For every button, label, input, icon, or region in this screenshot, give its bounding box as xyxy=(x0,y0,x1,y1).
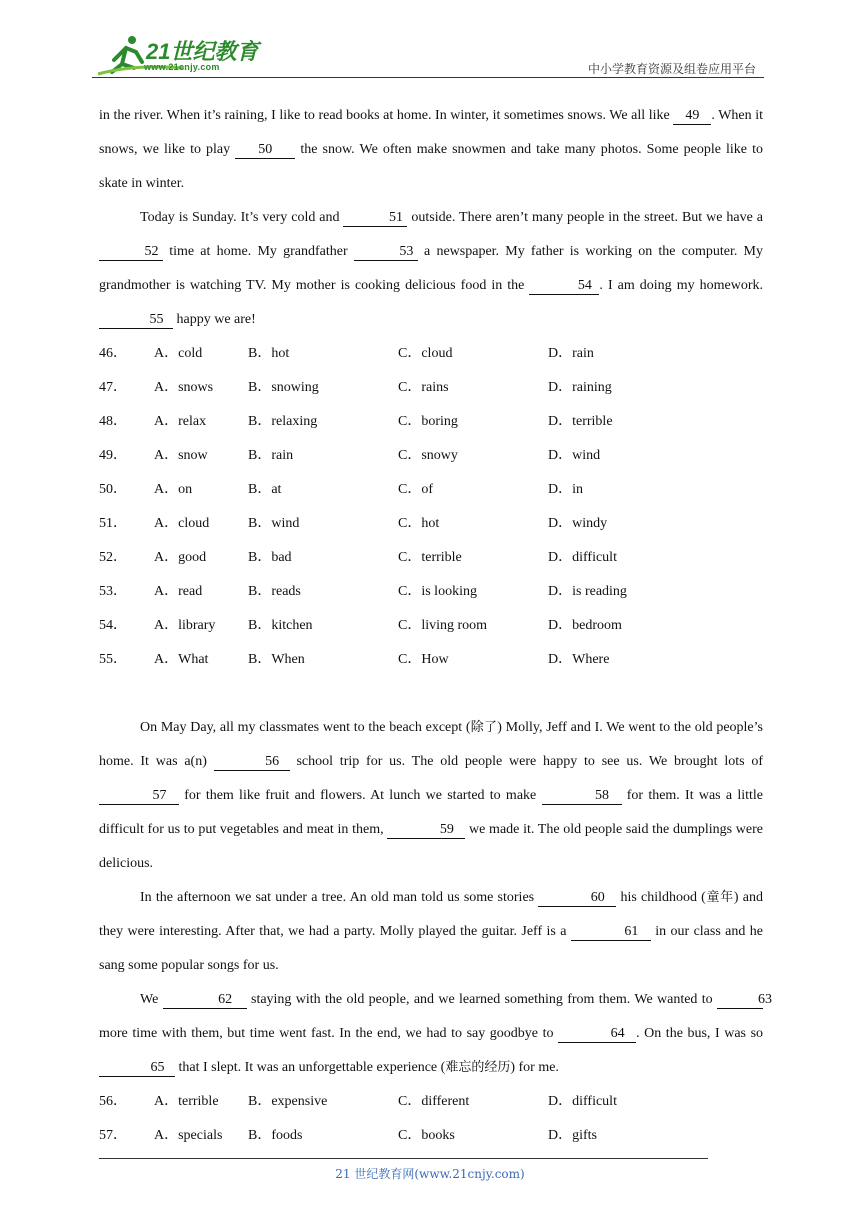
option-d: D．difficult xyxy=(548,1094,617,1109)
option-a: A．on xyxy=(154,482,193,497)
option-b: B．relaxing xyxy=(248,414,318,429)
option-d: D．raining xyxy=(548,380,612,395)
option-c: C．How xyxy=(398,652,449,667)
question-number: 46． xyxy=(99,346,127,361)
blank-60: 60 xyxy=(538,889,616,907)
text: We xyxy=(140,992,163,1007)
chinese-gloss: 童年 xyxy=(705,890,734,905)
question-row xyxy=(99,507,763,541)
text: time at home. My grandfather xyxy=(163,244,354,259)
text: happy we are! xyxy=(173,312,256,327)
text: ) for me. xyxy=(510,1060,559,1075)
blank-57: 57 xyxy=(99,787,179,805)
text: ) and they were interesting. After that, we had a party. Molly played the guitar. Jeff is a xyxy=(99,890,763,939)
option-b: B．at xyxy=(248,482,282,497)
option-a: A．good xyxy=(154,550,207,565)
option-d: D．terrible xyxy=(548,414,613,429)
option-a: A．terrible xyxy=(154,1094,219,1109)
text: his childhood ( xyxy=(616,890,706,905)
option-c: C．boring xyxy=(398,414,458,429)
option-c: C．hot xyxy=(398,516,440,531)
text: ) Molly, Jeff and I. We went to the old people’s home. It was a(n) xyxy=(99,720,763,769)
option-a: A．relax xyxy=(154,414,207,429)
blank-58: 58 xyxy=(542,787,622,805)
option-a: A．snow xyxy=(154,448,208,463)
question-number: 57． xyxy=(99,1128,127,1143)
option-b: B．snowing xyxy=(248,380,319,395)
option-d: D．is reading xyxy=(548,584,627,599)
option-a: A．cloud xyxy=(154,516,210,531)
question-number: 56． xyxy=(99,1094,127,1109)
blank-65: 65 xyxy=(99,1059,175,1077)
option-d: D．bedroom xyxy=(548,618,622,633)
blank-63: 63 xyxy=(717,991,763,1009)
option-c: C．is looking xyxy=(398,584,477,599)
text: the snow. We often make snowmen and take many photos. Some people like to skate in winter. xyxy=(99,142,763,191)
text: for them. It was a little difficult for us to put vegetables and meat in them, xyxy=(99,788,763,837)
text: In the afternoon we sat under a tree. An old man told us some stories xyxy=(140,890,539,905)
question-list-2 xyxy=(99,1085,763,1153)
blank-61: 61 xyxy=(571,923,651,941)
logo-text: 21世纪教育 xyxy=(146,39,259,64)
text: a newspaper. My father is working on the computer. My grandmother is watching TV. My mother is cooking delicious food in the xyxy=(99,244,763,293)
page-header xyxy=(0,0,860,80)
option-d: D．Where xyxy=(548,652,610,667)
option-b: B．expensive xyxy=(248,1094,328,1109)
option-b: B．bad xyxy=(248,550,292,565)
text: more time with them, but time went fast. In the end, we had to say goodbye to xyxy=(99,1026,559,1041)
question-number: 48． xyxy=(99,414,127,429)
option-c: C．of xyxy=(398,482,433,497)
passage1-paragraph-1 xyxy=(99,99,763,201)
option-c: C．rains xyxy=(398,380,449,395)
passage2-paragraph-3 xyxy=(99,983,772,1085)
question-row xyxy=(99,1119,763,1153)
option-a: A．snows xyxy=(154,380,214,395)
option-b: B．wind xyxy=(248,516,300,531)
blank-51: 51 xyxy=(343,209,407,227)
question-number: 49． xyxy=(99,448,127,463)
question-list-1 xyxy=(99,337,763,677)
option-c: C．books xyxy=(398,1128,455,1143)
option-a: A．What xyxy=(154,652,209,667)
blank-53: 53 xyxy=(354,243,418,261)
blank-62: 62 xyxy=(163,991,247,1009)
option-a: A．read xyxy=(154,584,203,599)
option-c: C．living room xyxy=(398,618,488,633)
question-row xyxy=(99,575,763,609)
text: school trip for us. The old people were happy to see us. We brought lots of xyxy=(289,754,764,769)
document-body xyxy=(99,99,772,1153)
blank-52: 52 xyxy=(99,243,163,261)
question-row xyxy=(99,643,763,677)
blank-59: 59 xyxy=(387,821,465,839)
section-gap xyxy=(99,677,763,711)
text: . When it snows, we like to play xyxy=(99,108,763,157)
option-b: B．reads xyxy=(248,584,301,599)
question-row xyxy=(99,337,763,371)
option-d: D．rain xyxy=(548,346,594,361)
option-c: C．snowy xyxy=(398,448,458,463)
question-row xyxy=(99,541,763,575)
blank-56: 56 xyxy=(214,753,290,771)
footer-divider xyxy=(99,1158,708,1159)
option-d: D．difficult xyxy=(548,550,617,565)
blank-64: 64 xyxy=(558,1025,636,1043)
option-c: C．terrible xyxy=(398,550,462,565)
option-d: D．gifts xyxy=(548,1128,597,1143)
passage2-paragraph-2 xyxy=(99,881,763,983)
passage1-paragraph-2 xyxy=(99,201,763,337)
question-row xyxy=(99,439,763,473)
passage2-paragraph-1 xyxy=(99,711,763,881)
logo-url: www.21cnjy.com xyxy=(144,62,220,72)
question-number: 55． xyxy=(99,652,127,667)
text: Today is Sunday. It’s very cold and xyxy=(140,210,344,225)
question-number: 51． xyxy=(99,516,127,531)
text: On May Day, all my classmates went to the beach except ( xyxy=(140,720,471,735)
option-b: B．foods xyxy=(248,1128,303,1143)
text: that I slept. It was an unforgettable experience ( xyxy=(175,1060,446,1075)
option-b: B．hot xyxy=(248,346,290,361)
option-b: B．When xyxy=(248,652,305,667)
option-d: D．wind xyxy=(548,448,601,463)
question-row xyxy=(99,371,763,405)
text: outside. There aren’t many people in the street. But we have a xyxy=(407,210,763,225)
option-b: B．rain xyxy=(248,448,294,463)
question-number: 53． xyxy=(99,584,127,599)
footer-text: 21 世纪教育网(www.21cnjy.com) xyxy=(335,1167,525,1181)
text: for them like fruit and flowers. At lunch we started to make xyxy=(179,788,542,803)
chinese-gloss: 除了 xyxy=(470,720,498,735)
text: staying with the old people, and we learned something from them. We wanted to xyxy=(246,992,717,1007)
question-number: 54． xyxy=(99,618,127,633)
blank-55: 55 xyxy=(99,311,173,329)
text: . On the bus, I was so xyxy=(636,1026,764,1041)
text: in the river. When it’s raining, I like to read books at home. In winter, it sometimes snows. We all like xyxy=(99,108,674,123)
blank-49: 49 xyxy=(673,107,711,125)
text: in our class and he sang some popular songs for us. xyxy=(99,924,763,973)
blank-50: 50 xyxy=(235,141,295,159)
option-a: A．library xyxy=(154,618,216,633)
blank-54: 54 xyxy=(529,277,599,295)
option-c: C．different xyxy=(398,1094,470,1109)
text: . I am doing my homework. xyxy=(599,278,763,293)
question-row xyxy=(99,1085,763,1119)
chinese-gloss: 难忘的经历 xyxy=(445,1060,511,1075)
option-d: D．windy xyxy=(548,516,608,531)
question-row xyxy=(99,609,763,643)
question-number: 50． xyxy=(99,482,127,497)
option-d: D．in xyxy=(548,482,583,497)
question-row xyxy=(99,405,763,439)
option-a: A．specials xyxy=(154,1128,223,1143)
option-b: B．kitchen xyxy=(248,618,313,633)
platform-name: 中小学教育资源及组卷应用平台 xyxy=(587,62,756,76)
question-number: 52． xyxy=(99,550,127,565)
option-c: C．cloud xyxy=(398,346,453,361)
question-number: 47． xyxy=(99,380,127,395)
option-a: A．cold xyxy=(154,346,203,361)
text: we made it. The old people said the dumplings were delicious. xyxy=(99,822,763,871)
header-divider xyxy=(92,77,764,78)
question-row xyxy=(99,473,763,507)
